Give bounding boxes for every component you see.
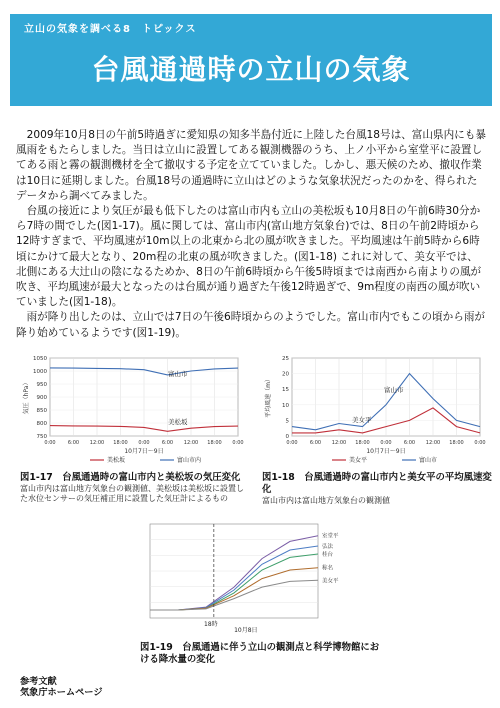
x-tick-label: 0:00 bbox=[232, 440, 244, 446]
x-axis-label: 10月7日～9日 bbox=[124, 448, 164, 455]
paragraph: 雨が降り出したのは、立山では7日の午後6時頃からのようでした。富山市内でもこの頃から雨が降り始めているようです(図1-19)。 bbox=[16, 311, 486, 339]
article-body bbox=[16, 128, 486, 341]
y-tick-label: 800 bbox=[36, 421, 47, 427]
y-axis-label: 気圧（hPa） bbox=[23, 379, 30, 415]
wind-chart bbox=[262, 352, 488, 468]
y-tick-label: 750 bbox=[36, 434, 47, 440]
figure-1-17 bbox=[20, 352, 246, 472]
y-tick-label: 10 bbox=[282, 402, 289, 409]
series-label: 室堂平 bbox=[322, 533, 339, 540]
y-tick-label: 15 bbox=[282, 387, 289, 394]
y-tick-label: 1000 bbox=[33, 369, 47, 375]
series-label: 弘法 bbox=[322, 544, 334, 550]
series-annotation: 美女平 bbox=[352, 416, 372, 424]
x-tick-label: 18:00 bbox=[449, 440, 464, 446]
references-heading: 参考文献 bbox=[20, 676, 57, 687]
page-title: 台風通過時の立山の気象 bbox=[91, 53, 411, 86]
figure-1-17-caption bbox=[20, 472, 250, 504]
y-tick-label: 25 bbox=[282, 356, 289, 362]
series-label: 美女平 bbox=[322, 578, 339, 585]
y-tick-label: 900 bbox=[36, 395, 47, 401]
legend-label: 美女平 bbox=[349, 457, 368, 464]
paragraph: 2009年10月8日の午前5時過ぎに愛知県の知多半島付近に上陸した台風18号は、富山県内にも暴風雨をもたらしました。当日は立山に設置してある観測機器のうち、上ノ小平から室堂平に設置してある雨と霧の観測機材を全て撤収する予定を立てていました。しかし、悪天候のため、撤収作業は10日に延期しました。台風18号の通過時に立山はどのような気象状況だったのかを、得られたデータから調べてみました。 bbox=[16, 129, 486, 202]
paragraph: 台風の接近により気圧が最も低下したのは富山市内も立山の美松坂も10月8日の午前6時30分から7時の間でした(図1-17)。風に関しては、富山市内(富山地方気象台)では、8日の午前2時頃から12時すぎまで、平均風速が10m以上の北東から北の風が吹きました。平均風速は午前5時から6時頃にかけて最大となり、20m程の北東の風が吹きました。(図1-18) これに対して、美女平では、北側にある大辻山の陰になるためか、8日の午前6時頃から午後5時頃までは南西から南よりの風が吹き、平均風速が最大となったのは台風が通り過ぎた午後12時過ぎで、9m程度の南西の風が吹いていました(図1-18)。 bbox=[16, 205, 482, 309]
y-tick-label: 950 bbox=[36, 382, 47, 388]
series-label: 立山の気象を調べる8 トピックス bbox=[24, 24, 197, 35]
x-tick-label: 0:00 bbox=[286, 440, 298, 446]
series-annotation: 美松坂 bbox=[168, 418, 188, 426]
y-tick-label: 1050 bbox=[33, 356, 47, 362]
x-tick-label: 0:00 bbox=[44, 440, 56, 446]
x-tick-label: 12:00 bbox=[89, 440, 105, 446]
x-tick-label: 6:00 bbox=[161, 440, 174, 446]
x-tick-label: 18:00 bbox=[113, 440, 128, 446]
x-tick-label: 0:00 bbox=[380, 440, 392, 446]
date-label: 10月8日 bbox=[234, 627, 258, 634]
references bbox=[20, 676, 103, 698]
series-annotation: 富山市 bbox=[168, 370, 188, 378]
precipitation-chart bbox=[140, 520, 370, 638]
figure-1-18 bbox=[262, 352, 488, 472]
x-tick-label: 12:00 bbox=[183, 440, 199, 446]
x-tick-label: 12:00 bbox=[331, 440, 347, 446]
series-label: 称名 bbox=[322, 565, 334, 572]
figure-1-18-caption bbox=[262, 472, 494, 506]
x-tick-label: 0:00 bbox=[474, 440, 486, 446]
y-axis-label: 平均風速（m） bbox=[265, 376, 272, 418]
y-tick-label: 20 bbox=[282, 371, 289, 378]
caption-note: 富山市内は富山地方気象台の観測値 bbox=[262, 496, 390, 505]
header-banner bbox=[10, 14, 492, 106]
caption-note: 富山市内は富山地方気象台の観測値、美松坂は美松坂に設置した水位センサーの気圧補正用に設置した気圧計によるもの bbox=[20, 484, 244, 503]
y-tick-label: 0 bbox=[285, 434, 289, 440]
legend-label: 美松坂 bbox=[107, 457, 126, 464]
legend-label: 富山市 bbox=[419, 457, 438, 464]
x-tick-label: 18:00 bbox=[207, 440, 222, 446]
figure-1-19 bbox=[140, 520, 370, 642]
x-tick-label: 6:00 bbox=[309, 440, 322, 446]
x-axis-label: 10月7日～9日 bbox=[366, 448, 406, 455]
references-item: 気象庁ホームページ bbox=[20, 687, 103, 698]
pressure-chart bbox=[20, 352, 246, 468]
x-tick-label: 6:00 bbox=[67, 440, 80, 446]
legend-label: 富山市内 bbox=[177, 457, 202, 464]
time-marker-label: 18時 bbox=[204, 621, 218, 628]
series-annotation: 富山市 bbox=[384, 386, 404, 394]
series-label: 桂台 bbox=[322, 552, 334, 558]
figure-1-19-caption bbox=[140, 642, 380, 666]
x-tick-label: 12:00 bbox=[425, 440, 441, 446]
y-tick-label: 850 bbox=[36, 408, 47, 414]
caption-title: 図1-19 台風通過に伴う立山の観測点と科学博物館における降水量の変化 bbox=[140, 642, 380, 665]
x-tick-label: 6:00 bbox=[403, 440, 416, 446]
caption-title: 図1-17 台風通過時の富山市内と美松坂の気圧変化 bbox=[20, 472, 241, 483]
y-tick-label: 5 bbox=[285, 418, 289, 425]
x-tick-label: 18:00 bbox=[355, 440, 370, 446]
x-tick-label: 0:00 bbox=[138, 440, 150, 446]
caption-title: 図1-18 台風通過時の富山市内と美女平の平均風速変化 bbox=[262, 472, 492, 495]
